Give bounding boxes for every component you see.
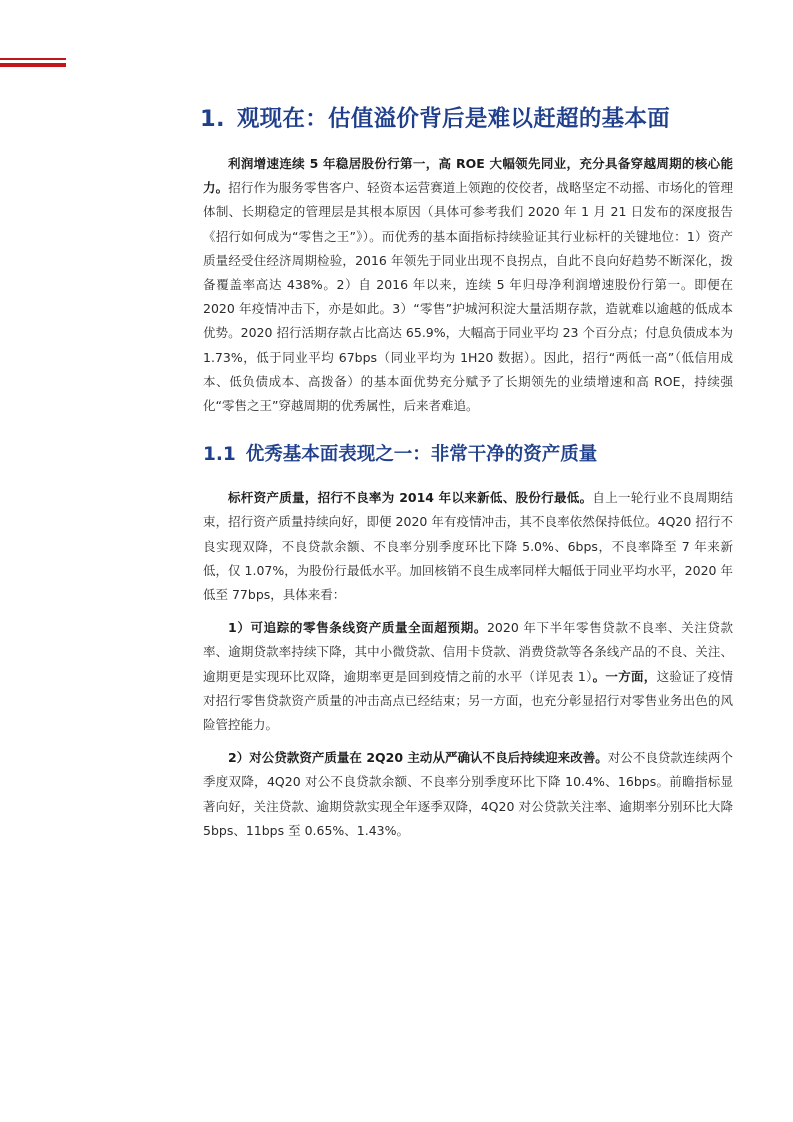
retail-quality-body: 2020 年下半年零售贷款不良率、关注贷款率、逾期贷款率持续下降，其中小微贷款、信用卡贷款、消费贷款等各条线产品的不良、关注、逾期更是实现环比双降，逾期率更是回到疫情之前的水平（详见表 1） (203, 620, 733, 684)
corporate-quality-lead: 2）对公贷款资产质量在 2Q20 主动从严确认不良后持续迎来改善。 (228, 750, 608, 766)
retail-quality-lead-2: 。一方面， (592, 668, 657, 684)
header-accent-bars (0, 58, 66, 67)
section-number: 1. (200, 106, 225, 132)
section-title: 观现在：估值溢价背后是难以赶超的基本面 (236, 106, 671, 132)
corporate-quality-paragraph (203, 746, 733, 843)
subsection-title: 优秀基本面表现之一：非常干净的资产质量 (245, 444, 598, 466)
document-body (200, 100, 733, 843)
asset-quality-paragraph (203, 486, 733, 607)
section-heading (200, 100, 733, 138)
asset-quality-lead: 标杆资产质量，招行不良率为 2014 年以来新低、股份行最低。 (228, 490, 593, 506)
asset-quality-body: 自上一轮行业不良周期结束，招行资产质量持续向好，即便 2020 年有疫情冲击，其不良率依然保持低位。4Q20 招行不良实现双降，不良贷款余额、不良率分别季度环比下降 5.0%、6bps，不良率降至 7 年来新低，仅 1.07%，为股份行最低水平。加回核销不良生成率同样大幅低于同业平均水平，2020 年低至 77bps，具体来看： (203, 490, 733, 603)
subsection-heading (203, 440, 733, 470)
intro-body-2: 。即便在 2020 年疫情冲击下，亦是如此。3）“零售”护城河积淀大量活期存款，造就难以逾越的低成本优势。2020 招行活期存款占比高达 65.9%，大幅高于同业平均 23 个百分点；付息负债成本为 1.73%，低于同业平均 67bps（同业平均为 1H20 数据）。因此，招行“两低一高”（低信用成本、低负债成本、高拨备）的基本面优势充分赋予了长期领先的业绩增速和高 ROE，持续强化“零售之王”穿越周期的优秀属性，后来者难追。 (203, 277, 733, 414)
accent-bar-thick (0, 63, 66, 67)
subsection-number: 1.1 (203, 444, 236, 466)
intro-lead: 利润增速连续 5 年稳居股份行第一，高 ROE 大幅领先同业，充分具备穿越周期的核心能力。 (203, 156, 733, 196)
corporate-quality-body: 对公不良贷款连续两个季度双降，4Q20 对公不良贷款余额、不良率分别季度环比下降 10.4%、16bps。前瞻指标显著向好，关注贷款、逾期贷款实现全年逐季双降，4Q20 对公贷款关注率、逾期率分别环比大降 5bps、11bps 至 0.65%、1.43%。 (203, 750, 733, 838)
retail-quality-body-2: 这验证了疫情对招行零售贷款资产质量的冲击高点已经结束；另一方面，也充分彰显招行对零售业务出色的风险管控能力。 (203, 668, 733, 733)
intro-paragraph (203, 152, 733, 418)
retail-quality-paragraph (203, 616, 733, 737)
intro-body-1: 招行作为服务零售客户、轻资本运营赛道上领跑的佼佼者，战略坚定不动摇、市场化的管理体制、长期稳定的管理层是其根本原因（具体可参考我们 2020 年 1 月 21 日发布的深度报告《招行如何成为“零售之王”》）。而优秀的基本面指标持续验证其行业标杆的关键地位：1）资产质量经受住经济周期检验，2016 年领先于同业出现不良拐点，自此不良向好趋势不断深化，拨备覆盖率高达 438%。2）自 2016 年以来，连续 5 年归母净利润增速股份行第一 (203, 180, 733, 293)
retail-quality-lead: 1）可追踪的零售条线资产质量全面超预期。 (228, 620, 487, 636)
accent-bar-thin (0, 58, 66, 60)
